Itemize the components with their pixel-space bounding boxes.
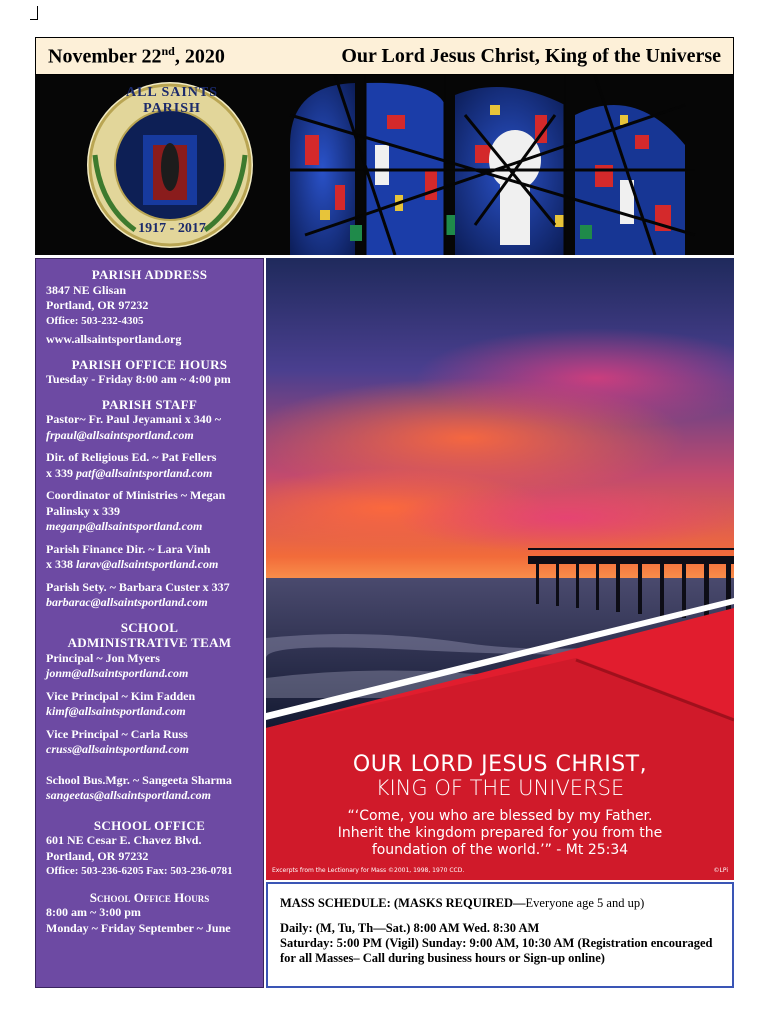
mass-weekend: Saturday: 5:00 PM (Vigil) Sunday: 9:00 AM, 10:30 AM (Registration encouraged for all Masses– Call during business hours or Sign-up online) <box>280 936 713 965</box>
parish-info-sidebar <box>35 258 264 988</box>
school-office-heading: SCHOOL OFFICE <box>93 817 206 833</box>
bulletin-header <box>35 37 734 75</box>
parish-staff-heading: PARISH STAFF <box>101 396 198 412</box>
school-address-2: Portland, OR 97232 <box>46 848 149 863</box>
staff-secretary: Parish Sety. ~ Barbara Custer x 337 barbarac@allsaintsportland.com <box>46 580 253 611</box>
staff-email[interactable]: frpaul@allsaintsportland.com <box>46 427 194 442</box>
seal-years: 1917 - 2017 <box>138 221 206 236</box>
staff-email[interactable]: patf@allsaintsportland.com <box>76 465 213 480</box>
school-business-manager: School Bus.Mgr. ~ Sangeeta Sharma sangeetas@allsaintsportland.com <box>46 773 253 804</box>
staff-email[interactable]: sangeetas@allsaintsportland.com <box>46 788 212 802</box>
lectionary-credit: Excerpts from the Lectionary for Mass ©2001, 1998, 1970 CCD. <box>272 867 465 874</box>
school-vice-principal-2: Vice Principal ~ Carla Russ cruss@allsaintsportland.com <box>46 727 253 758</box>
parish-address-heading: PARISH ADDRESS <box>91 267 208 282</box>
address-line-1: 3847 NE Glisan <box>46 282 127 297</box>
staff-pastor: Pastor~ Fr. Paul Jeyamani x 340 ~ frpaul@allsaintsportland.com <box>46 412 253 443</box>
school-hours-time: 8:00 am ~ 3:00 pm <box>46 905 141 919</box>
school-phone: Office: 503-236-6205 Fax: 503-236-0781 <box>46 865 233 877</box>
feast-poster-title-2: KING OF THE UNIVERSE <box>375 776 625 800</box>
staff-email[interactable]: kimf@allsaintsportland.com <box>46 704 186 718</box>
feast-poster-title-1: OUR LORD JESUS CHRIST, <box>352 752 648 777</box>
address-line-2: Portland, OR 97232 <box>46 298 149 312</box>
stained-glass-banner <box>35 75 734 255</box>
mass-schedule-box <box>266 882 734 988</box>
mass-daily: Daily: (M, Tu, Th—Sat.) 8:00 AM Wed. 8:30 AM <box>280 921 540 935</box>
feast-poster <box>266 258 734 880</box>
office-phone: Office: 503-232-4305 <box>46 314 144 327</box>
staff-coordinator: Coordinator of Ministries ~ Megan Palinsky x 339 meganp@allsaintsportland.com <box>46 488 253 535</box>
staff-email[interactable]: jonm@allsaintsportland.com <box>46 666 189 680</box>
school-principal: Principal ~ Jon Myers jonm@allsaintsportland.com <box>46 651 253 682</box>
school-vice-principal-1: Vice Principal ~ Kim Fadden kimf@allsaintsportland.com <box>46 689 253 720</box>
seal-text-top: ALL SAINTS PARISH <box>125 85 219 116</box>
staff-email[interactable]: cruss@allsaintsportland.com <box>46 742 190 756</box>
office-hours-text: Tuesday - Friday 8:00 am ~ 4:00 pm <box>46 372 231 386</box>
scripture-quote-3: foundation of the world.’” - Mt 25:34 <box>371 842 629 858</box>
bulletin-date: November 22nd, 2020 <box>48 43 225 68</box>
office-hours-heading: PARISH OFFICE HOURS <box>71 356 228 372</box>
staff-religious-ed: Dir. of Religious Ed. ~ Pat Fellers x 339 patf@allsaintsportland.com <box>46 450 217 480</box>
school-admin-heading: SCHOOL ADMINISTRATIVE TEAM <box>67 619 232 650</box>
staff-finance: Parish Finance Dir. ~ Lara Vinh x 338 larav@allsaintsportland.com <box>46 541 219 571</box>
website-link[interactable]: www.allsaintsportland.org <box>46 332 182 346</box>
staff-email[interactable]: larav@allsaintsportland.com <box>76 557 219 571</box>
staff-email[interactable]: meganp@allsaintsportland.com <box>46 519 203 533</box>
corner-crop-mark <box>30 6 38 20</box>
school-hours-heading: School Office Hours <box>89 889 210 905</box>
scripture-quote-2: Inherit the kingdom prepared for you from the <box>337 825 663 841</box>
scripture-quote-1: “‘Come, you who are blessed by my Father. <box>347 808 653 824</box>
school-hours-days: Monday ~ Friday September ~ June <box>46 920 231 935</box>
lpi-logo: ©LPi <box>713 867 728 874</box>
staff-email[interactable]: barbarac@allsaintsportland.com <box>46 595 208 609</box>
mass-schedule-heading: MASS SCHEDULE: (MASKS REQUIRED—Everyone age 5 and up) <box>280 896 645 910</box>
feast-title: Our Lord Jesus Christ, King of the Universe <box>341 44 721 67</box>
school-address-1: 601 NE Cesar E. Chavez Blvd. <box>46 833 202 847</box>
